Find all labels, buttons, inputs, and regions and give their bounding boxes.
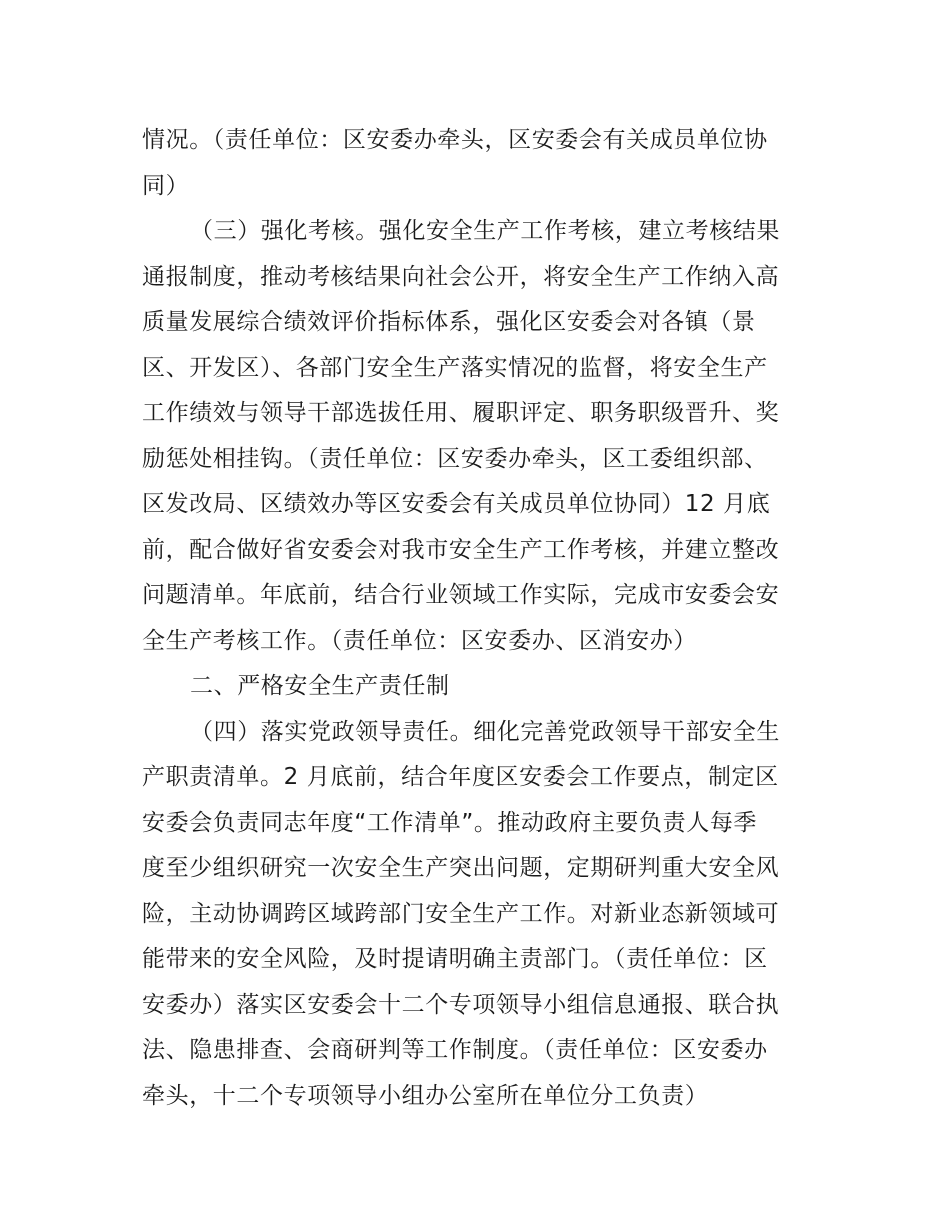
text-line: 情况。（责任单位：区安委办牵头，区安委会有关成员单位协 xyxy=(142,127,768,153)
text-line: 同） xyxy=(142,172,190,199)
text-line: 安委会负责同志年度“工作清单”。推动政府主要负责人每季 xyxy=(142,809,758,836)
section-heading-4: （四）落实党政领导责任。细化完善党政领导干部安全生 xyxy=(190,718,780,745)
text-line: 法、隐患排查、会商研判等工作制度。（责任单位：区安委办 xyxy=(142,1037,768,1063)
text-line: 问题清单。年底前，结合行业领域工作实际，完成市安委会安 xyxy=(142,582,780,608)
text-line: 产职责清单。2 月底前，结合年度区安委会工作要点，制定区 xyxy=(142,764,779,790)
text-line: 励惩处相挂钩。（责任单位：区安委办牵头，区工委组织部、 xyxy=(142,445,768,472)
text-line: 安委办）落实区安委会十二个专项领导小组信息通报、联合执 xyxy=(142,991,780,1018)
document-body xyxy=(142,118,810,1119)
text-line: 质量发展综合绩效评价指标体系，强化区安委会对各镇（景 xyxy=(142,309,756,335)
text-line: 度至少组织研究一次安全生产突出问题，定期研判重大安全风 xyxy=(142,855,780,881)
section-heading-3: （三）强化考核。强化安全生产工作考核，建立考核结果 xyxy=(190,218,780,244)
text-line: 前，配合做好省安委会对我市安全生产工作考核，并建立整改 xyxy=(142,536,780,563)
text-line: 全生产考核工作。（责任单位：区安委办、区消安办） xyxy=(142,627,697,654)
text-line: 区、开发区）、各部门安全生产落实情况的监督，将安全生产 xyxy=(142,354,768,381)
text-line: 通报制度，推动考核结果向社会公开，将安全生产工作纳入高 xyxy=(142,263,780,290)
text-line: 险，主动协调跨区域跨部门安全生产工作。对新业态新领域可 xyxy=(142,900,780,927)
text-line: 牵头，十二个专项领导小组办公室所在单位分工负责） xyxy=(142,1082,709,1109)
chapter-heading-2: 二、严格安全生产责任制 xyxy=(190,673,450,699)
text-line: 工作绩效与领导干部选拔任用、履职评定、职务职级晋升、奖 xyxy=(142,400,780,426)
text-line: 区发改局、区绩效办等区安委会有关成员单位协同）12 月底 xyxy=(142,491,771,517)
text-line: 能带来的安全风险，及时提请明确主责部门。（责任单位：区 xyxy=(142,946,768,972)
